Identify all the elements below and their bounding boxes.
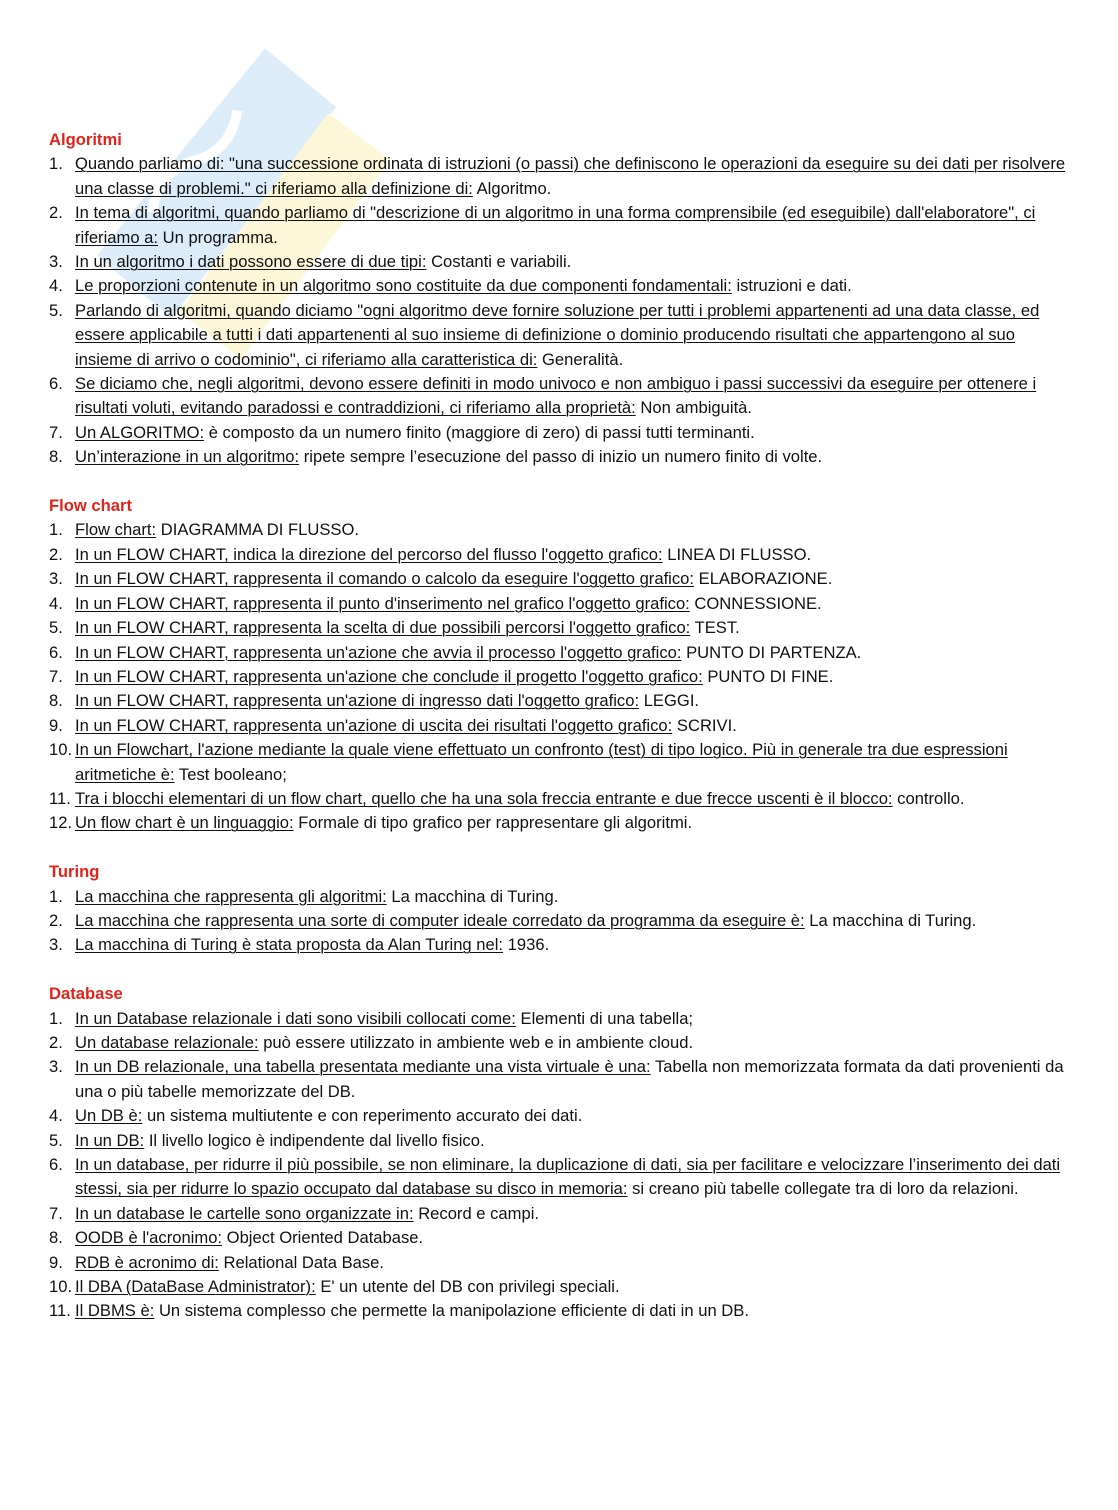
item-number: 9.: [49, 1252, 63, 1272]
item-number: 5.: [49, 300, 63, 320]
question-list: [49, 1007, 1069, 1324]
item-number: 2.: [49, 544, 63, 564]
item-number: 6.: [49, 1155, 63, 1175]
item-number: 7.: [49, 666, 63, 686]
list-item: [49, 152, 1069, 201]
answer-text: Record e campi.: [418, 1203, 540, 1223]
question-text: Un ALGORITMO:: [75, 422, 205, 442]
section-turing: [49, 860, 1069, 958]
answer-text: PUNTO DI FINE.: [707, 666, 834, 686]
answer-text: Formale di tipo grafico per rappresentare gli algoritmi.: [298, 813, 693, 833]
list-item: [49, 274, 1069, 298]
item-number: 7.: [49, 422, 63, 442]
item-number: 5.: [49, 1130, 63, 1150]
item-number: 8.: [49, 447, 63, 467]
item-number: 6.: [49, 642, 63, 662]
question-text: In tema di algoritmi, quando parliamo di "descrizione di un algoritmo in una forma comprensibile (ed eseguibile) dall'elaboratore", ci riferiamo a:: [75, 203, 1036, 247]
question-text: Parlando di algoritmi, quando diciamo "ogni algoritmo deve fornire soluzione per tutti i problemi appartenenti ad una data classe, ed essere applicabile a tutti i dati appartenenti al suo insieme di definizione o dominio producendo risultati che appartengono al suo insieme di arrivo o codominio", ci riferiamo alla caratteristica di:: [75, 300, 1040, 369]
answer-text: Test booleano;: [178, 764, 287, 784]
answer-text: TEST.: [694, 618, 740, 638]
section-database: [49, 982, 1069, 1324]
question-text: Tra i blocchi elementari di un flow chart, quello che ha una sola freccia entrante e due frecce uscenti è il blocco:: [75, 788, 893, 808]
item-number: 12.: [49, 813, 73, 833]
question-text: Un’interazione in un algoritmo:: [75, 447, 300, 467]
question-list: [49, 518, 1069, 835]
question-text: In un FLOW CHART, rappresenta un'azione di uscita dei risultati l'oggetto grafico:: [75, 715, 673, 735]
list-item: [49, 592, 1069, 616]
answer-text: si creano più tabelle collegate tra di loro da relazioni.: [632, 1179, 1019, 1199]
list-item: [49, 1153, 1069, 1202]
answer-text: un sistema multiutente e con reperimento accurato dei dati.: [146, 1106, 583, 1126]
list-item: [49, 1226, 1069, 1250]
list-item: [49, 616, 1069, 640]
question-text: In un DB relazionale, una tabella presentata mediante una vista virtuale è una:: [75, 1057, 651, 1077]
item-number: 2.: [49, 203, 63, 223]
document-content: [49, 128, 1069, 1348]
item-number: 5.: [49, 618, 63, 638]
list-item: [49, 250, 1069, 274]
item-number: 2.: [49, 1032, 63, 1052]
section-title: Flow chart: [49, 496, 132, 516]
item-number: 7.: [49, 1203, 63, 1223]
answer-text: LEGGI.: [643, 691, 700, 711]
section-algoritmi: [49, 128, 1069, 470]
list-item: [49, 787, 1069, 811]
list-item: [49, 1104, 1069, 1128]
question-text: In un algoritmo i dati possono essere di due tipi:: [75, 252, 427, 272]
question-text: Se diciamo che, negli algoritmi, devono essere definiti in modo univoco e non ambiguo i passi successivi da eseguire per ottenere i risultati voluti, evitando paradossi e contraddizioni, ci riferiamo alla proprietà:: [75, 374, 1037, 418]
list-item: [49, 689, 1069, 713]
list-item: [49, 1251, 1069, 1275]
item-number: 4.: [49, 276, 63, 296]
question-text: Flow chart:: [75, 520, 157, 540]
list-item: [49, 1129, 1069, 1153]
question-text: OODB è l'acronimo:: [75, 1228, 223, 1248]
item-number: 4.: [49, 593, 63, 613]
list-item: [49, 1031, 1069, 1055]
question-text: In un FLOW CHART, rappresenta il comando o calcolo da eseguire l'oggetto grafico:: [75, 569, 694, 589]
answer-text: Elementi di una tabella;: [520, 1008, 694, 1028]
question-text: Quando parliamo di: "una successione ordinata di istruzioni (o passi) che definiscono le operazioni da eseguire su dei dati per risolvere una classe di problemi." ci riferiamo alla definizione di:: [75, 154, 1066, 198]
list-item: [49, 201, 1069, 250]
list-item: [49, 518, 1069, 542]
list-item: [49, 1275, 1069, 1299]
answer-text: ripete sempre l’esecuzione del passo di inizio un numero finito di volte.: [303, 447, 823, 467]
list-item: [49, 421, 1069, 445]
section-title: Database: [49, 984, 123, 1004]
section-title: Turing: [49, 862, 100, 882]
answer-text: Object Oriented Database.: [226, 1228, 424, 1248]
item-number: 11.: [49, 1301, 71, 1321]
answer-text: CONNESSIONE.: [694, 593, 822, 613]
section-flow-chart: [49, 494, 1069, 836]
list-item: [49, 933, 1069, 957]
question-text: In un FLOW CHART, rappresenta un'azione di ingresso dati l'oggetto grafico:: [75, 691, 640, 711]
answer-text: Algoritmo.: [476, 178, 552, 198]
question-text: Il DBMS è:: [75, 1301, 155, 1321]
answer-text: LINEA DI FLUSSO.: [667, 544, 812, 564]
answer-text: può essere utilizzato in ambiente web e in ambiente cloud.: [263, 1032, 694, 1052]
item-number: 6.: [49, 374, 63, 394]
answer-text: PUNTO DI PARTENZA.: [686, 642, 862, 662]
item-number: 3.: [49, 1057, 63, 1077]
answer-text: Costanti e variabili.: [431, 252, 572, 272]
question-text: La macchina che rappresenta gli algoritmi:: [75, 886, 387, 906]
list-item: [49, 1055, 1069, 1104]
item-number: 3.: [49, 252, 63, 272]
answer-text: Relational Data Base.: [223, 1252, 385, 1272]
question-text: In un database, per ridurre il più possibile, se non eliminare, la duplicazione di dati, sia per facilitare e velocizzare l’inserimento dei dati stessi, sia per ridurre lo spazio occupato dal database su disco in memoria:: [75, 1155, 1061, 1199]
answer-text: La macchina di Turing.: [809, 910, 977, 930]
question-text: In un DB:: [75, 1130, 145, 1150]
question-text: In un FLOW CHART, indica la direzione del percorso del flusso l'oggetto grafico:: [75, 544, 663, 564]
question-list: [49, 885, 1069, 958]
answer-text: Generalità.: [542, 349, 624, 369]
item-number: 3.: [49, 935, 63, 955]
list-item: [49, 641, 1069, 665]
question-text: In un FLOW CHART, rappresenta un'azione che conclude il progetto l'oggetto grafico:: [75, 666, 703, 686]
question-text: In un Flowchart, l'azione mediante la quale viene effettuato un confronto (test) di tipo logico. Più in generale tra due espressioni aritmetiche è:: [75, 740, 1008, 784]
item-number: 10.: [49, 740, 73, 760]
list-item: [49, 543, 1069, 567]
answer-text: DIAGRAMMA DI FLUSSO.: [160, 520, 360, 540]
answer-text: La macchina di Turing.: [391, 886, 559, 906]
item-number: 10.: [49, 1277, 73, 1297]
item-number: 2.: [49, 910, 63, 930]
question-list: [49, 152, 1069, 469]
section-title: Algoritmi: [49, 130, 122, 149]
list-item: [49, 909, 1069, 933]
list-item: [49, 1007, 1069, 1031]
question-text: Un flow chart è un linguaggio:: [75, 813, 294, 833]
list-item: [49, 665, 1069, 689]
answer-text: controllo.: [897, 788, 965, 808]
list-item: [49, 885, 1069, 909]
question-text: La macchina di Turing è stata proposta da Alan Turing nel:: [75, 935, 504, 955]
item-number: 8.: [49, 691, 63, 711]
question-text: In un FLOW CHART, rappresenta il punto d'inserimento nel grafico l'oggetto grafico:: [75, 593, 690, 613]
answer-text: SCRIVI.: [676, 715, 737, 735]
answer-text: Un sistema complesso che permette la manipolazione efficiente di dati in un DB.: [158, 1301, 749, 1321]
list-item: [49, 1299, 1069, 1323]
item-number: 11.: [49, 788, 71, 808]
list-item: [49, 738, 1069, 787]
answer-text: Un programma.: [162, 227, 278, 247]
item-number: 3.: [49, 569, 63, 589]
question-text: Le proporzioni contenute in un algoritmo sono costituite da due componenti fondamentali:: [75, 276, 732, 296]
list-item: [49, 1202, 1069, 1226]
answer-text: è composto da un numero finito (maggiore di zero) di passi tutti terminanti.: [208, 422, 755, 442]
list-item: [49, 372, 1069, 421]
item-number: 4.: [49, 1106, 63, 1126]
answer-text: Tabella non memorizzata formata da dati provenienti da una o più tabelle memorizzate del DB.: [75, 1057, 1064, 1101]
question-text: Un DB è:: [75, 1106, 143, 1126]
list-item: [49, 445, 1069, 469]
list-item: [49, 714, 1069, 738]
item-number: 1.: [49, 886, 63, 906]
list-item: [49, 811, 1069, 835]
question-text: In un FLOW CHART, rappresenta la scelta di due possibili percorsi l'oggetto grafico:: [75, 618, 691, 638]
answer-text: Non ambiguità.: [640, 398, 753, 418]
item-number: 8.: [49, 1228, 63, 1248]
question-text: In un Database relazionale i dati sono visibili collocati come:: [75, 1008, 516, 1028]
question-text: Il DBA (DataBase Administrator):: [75, 1277, 316, 1297]
answer-text: ELABORAZIONE.: [698, 569, 833, 589]
question-text: RDB è acronimo di:: [75, 1252, 219, 1272]
answer-text: istruzioni e dati.: [736, 276, 852, 296]
answer-text: E' un utente del DB con privilegi speciali.: [320, 1277, 620, 1297]
item-number: 9.: [49, 715, 63, 735]
answer-text: 1936.: [507, 935, 550, 955]
question-text: In un database le cartelle sono organizzate in:: [75, 1203, 414, 1223]
list-item: [49, 567, 1069, 591]
list-item: [49, 299, 1069, 372]
item-number: 1.: [49, 1008, 63, 1028]
question-text: In un FLOW CHART, rappresenta un'azione che avvia il processo l'oggetto grafico:: [75, 642, 682, 662]
question-text: Un database relazionale:: [75, 1032, 259, 1052]
answer-text: Il livello logico è indipendente dal livello fisico.: [148, 1130, 485, 1150]
item-number: 1.: [49, 520, 63, 540]
item-number: 1.: [49, 154, 63, 174]
question-text: La macchina che rappresenta una sorte di computer ideale corredato da programma da eseguire è:: [75, 910, 805, 930]
